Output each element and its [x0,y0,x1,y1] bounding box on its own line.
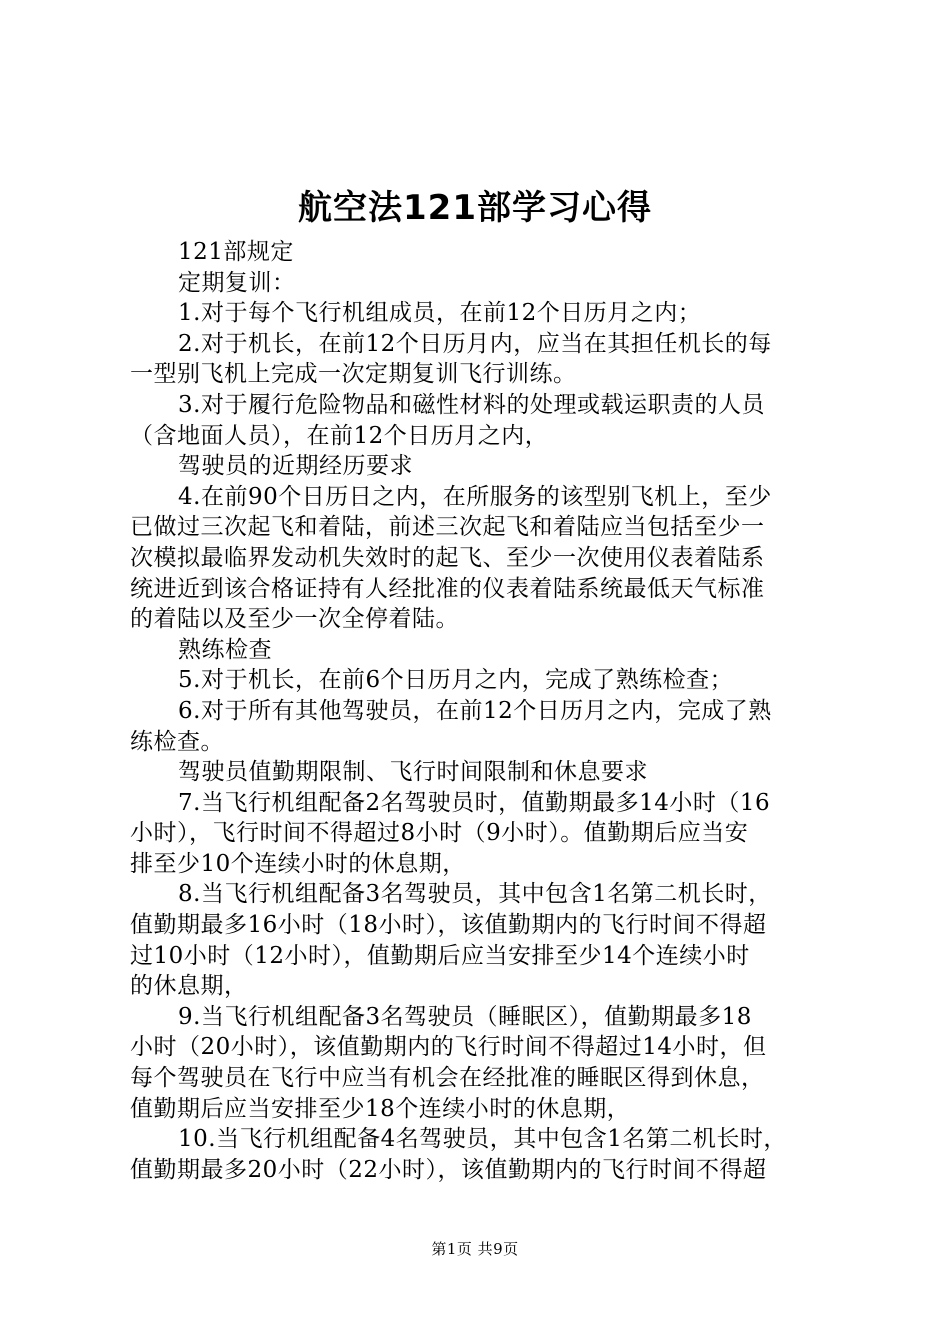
body-line: 的休息期， [130,973,248,1000]
body-line: 驾驶员值勤期限制、飞行时间限制和休息要求 [178,759,648,786]
body-line: 熟练检查 [178,636,272,663]
body-line: 121部规定 [178,239,294,265]
body-line: 次模拟最临界发动机失效时的起飞、至少一次使用仪表着陆系 [130,544,765,571]
body-line: 1.对于每个飞行机组成员，在前12个日历月之内； [178,300,702,327]
body-line: 3.对于履行危险物品和磁性材料的处理或载运职责的人员 [178,391,765,418]
body-line: 小时（20小时），该值勤期内的飞行时间不得超过14小时，但 [130,1034,767,1061]
body-line: 一型别飞机上完成一次定期复训飞行训练。 [130,361,577,388]
body-line: 6.对于所有其他驾驶员，在前12个日历月之内，完成了熟 [178,697,772,724]
body-line: 10.当飞行机组配备4名驾驶员，其中包含1名第二机长时， [178,1126,787,1153]
body-line: 值勤期最多20小时（22小时），该值勤期内的飞行时间不得超 [130,1156,767,1183]
body-line: 的着陆以及至少一次全停着陆。 [130,606,459,633]
body-line: 4.在前90个日历日之内，在所服务的该型别飞机上，至少 [178,483,772,510]
body-line: 小时），飞行时间不得超过8小时（9小时）。值勤期后应当安 [130,820,749,847]
body-line: 9.当飞行机组配备3名驾驶员（睡眠区），值勤期最多18 [178,1003,752,1030]
body-line: 值勤期后应当安排至少18个连续小时的休息期， [130,1095,631,1122]
body-line: 已做过三次起飞和着陆，前述三次起飞和着陆应当包括至少一 [130,514,765,541]
body-line: 定期复训： [178,269,296,296]
body-line: 过10小时（12小时），值勤期后应当安排至少14个连续小时 [130,942,750,969]
body-line: 驾驶员的近期经历要求 [178,453,413,480]
body-line: 每个驾驶员在飞行中应当有机会在经批准的睡眠区得到休息， [130,1065,765,1092]
document-body [130,237,840,1185]
body-line: 5.对于机长，在前6个日历月之内，完成了熟练检查； [178,667,734,694]
page-footer: 第1页 共9页 [431,1240,519,1258]
body-line: 7.当飞行机组配备2名驾驶员时，值勤期最多14小时（16 [178,789,771,816]
body-line: 8.当飞行机组配备3名驾驶员，其中包含1名第二机长时， [178,881,772,908]
body-line: 2.对于机长，在前12个日历月内，应当在其担任机长的每 [178,330,772,357]
document-title: 航空法121部学习心得 [298,188,652,228]
body-line: 统进近到该合格证持有人经批准的仪表着陆系统最低天气标准 [130,575,765,602]
body-line: 排至少10个连续小时的休息期， [130,850,466,877]
body-line: 练检查。 [130,728,224,755]
body-line: （含地面人员），在前12个日历月之内， [130,422,549,449]
body-line: 值勤期最多16小时（18小时），该值勤期内的飞行时间不得超 [130,912,767,939]
